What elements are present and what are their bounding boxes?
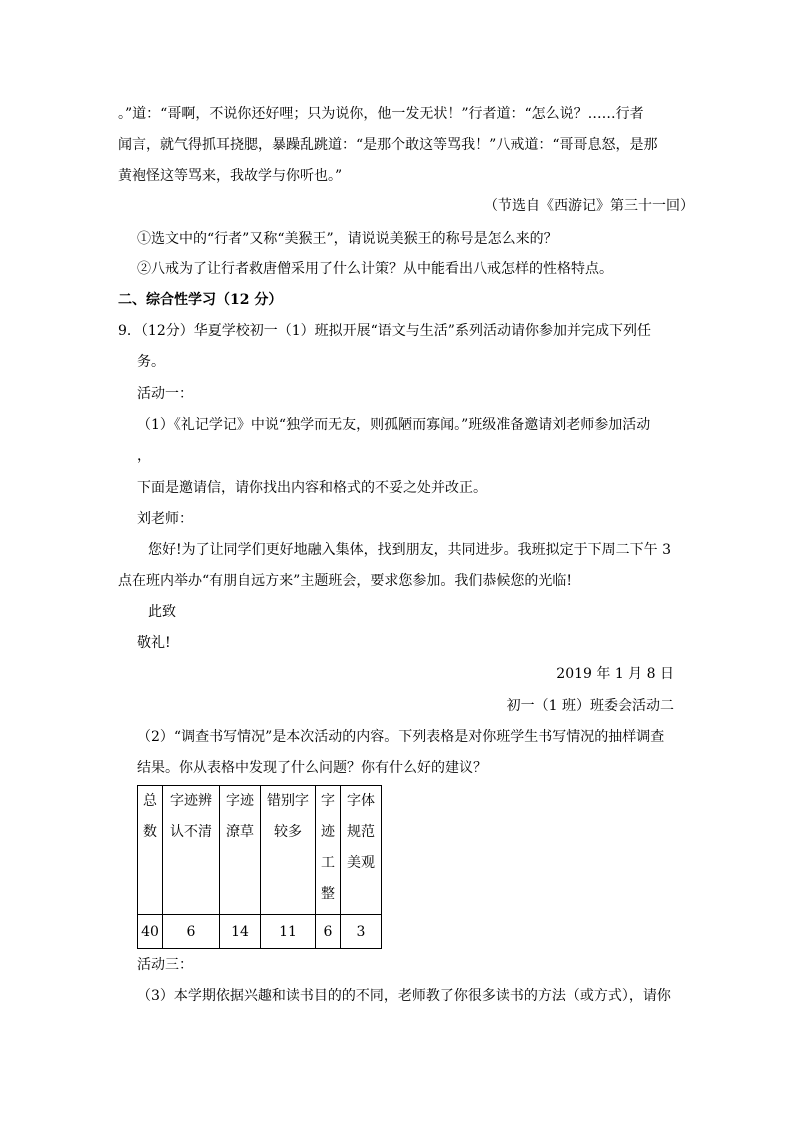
table-value-row [138, 915, 382, 949]
letter-body-2: 点在班内举办“有朋自远方来”主题班会，要求您参加。我们恭候您的光临! [118, 573, 572, 589]
header-total: 总 数 [138, 786, 163, 915]
header-standard: 字体 规范 美观 [341, 786, 382, 915]
question-2: ②八戒为了让行者救唐僧采用了什么计策？从中能看出八戒怎样的性格特点。 [137, 261, 613, 277]
header-neat: 字 迹 工 整 [316, 786, 341, 915]
letter-salutation: 刘老师： [137, 511, 193, 527]
question-1: ①选文中的“行者”又称“美猴王”，请说说美猴王的称号是怎么来的？ [137, 231, 558, 247]
value-sloppy: 14 [220, 915, 261, 949]
letter-body-1: 您好!为了让同学们更好地融入集体，找到朋友，共同进步。我班拟定于下周二下午 3 [148, 542, 671, 558]
value-typos: 11 [261, 915, 316, 949]
part-3-line-1: （3）本学期依据兴趣和读书目的的不同，老师教了你很多读书的方法（或方式），请你 [137, 988, 671, 1004]
header-typos: 错别字 较多 [261, 786, 316, 915]
part-1-line-1: （1）《礼记学记》中说“独学而无友，则孤陋而寡闻。”班级准备邀请刘老师参加活动 [137, 417, 651, 433]
header-illegible: 字迹辨 认不清 [163, 786, 220, 915]
value-total: 40 [138, 915, 163, 949]
letter-closing-2: 敬礼! [137, 635, 171, 651]
survey-table [137, 785, 382, 949]
q9-line-1: 9．（12分）华夏学校初一（1）班拟开展“语文与生活”系列活动请你参加并完成下列任 [118, 323, 651, 339]
letter-closing-1: 此致 [148, 604, 176, 620]
letter-signature: 初一（1 班）班委会活动二 [506, 698, 674, 714]
section-heading: 二、综合性学习（12 分） [118, 292, 283, 308]
part-1-line-2: ， [137, 448, 151, 464]
letter-date: 2019 年 1 月 8 日 [556, 666, 674, 682]
value-illegible: 6 [163, 915, 220, 949]
value-standard: 3 [341, 915, 382, 949]
passage-line-1: 。”道：“哥啊，不说你还好哩；只为说你，他一发无状！”行者道：“怎么说？……行者 [118, 106, 644, 122]
value-neat: 6 [316, 915, 341, 949]
q9-line-2: 务。 [137, 354, 165, 370]
part-2-line-2: 结果。你从表格中发现了什么问题？你有什么好的建议？ [137, 760, 487, 776]
part-2-line-1: （2）“调查书写情况”是本次活动的内容。下列表格是对你班学生书写情况的抽样调查 [137, 729, 665, 745]
passage-line-3: 黄袍怪这等骂来，我故学与你听也。” [118, 168, 343, 184]
part-1-line-3: 下面是邀请信，请你找出内容和格式的不妥之处并改正。 [137, 480, 487, 496]
activity-1-label: 活动一： [137, 386, 193, 402]
activity-3-label: 活动三： [137, 957, 193, 973]
passage-line-2: 闻言，就气得抓耳挠腮，暴躁乱跳道：“是那个敢这等骂我！”八戒道：“哥哥息怒，是那 [118, 137, 658, 153]
header-sloppy: 字迹 潦草 [220, 786, 261, 915]
passage-source: （节选自《西游记》第三十一回） [484, 198, 694, 214]
table-header-row [138, 786, 382, 915]
